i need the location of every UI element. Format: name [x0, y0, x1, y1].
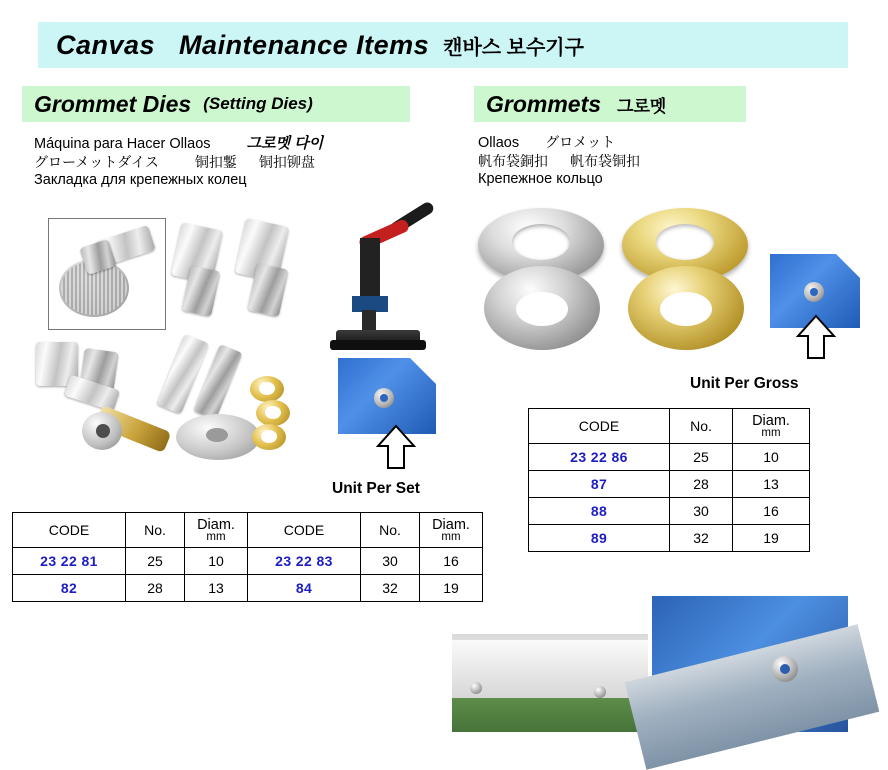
table-header-row	[13, 513, 483, 548]
anvil-disc-hole	[206, 428, 228, 442]
cell-code: 87	[529, 471, 670, 498]
eyelet-large-hole	[780, 664, 790, 674]
section-header-grommets	[474, 86, 746, 122]
section-title-grommets: Grommets	[486, 90, 602, 117]
description-block-grommets	[478, 134, 640, 189]
grommet-ring-small-1-hole	[259, 382, 275, 395]
cell-no: 28	[126, 575, 185, 602]
eyelet-2	[594, 686, 606, 698]
tarp-fold-highlight	[625, 624, 880, 769]
photo-white-sheet-with-eyelets	[452, 634, 648, 732]
cell-diam: 16	[420, 548, 483, 575]
desc-grommets-japanese: グロメット	[545, 134, 616, 150]
cell-no: 30	[670, 498, 733, 525]
photo-knurled-die	[48, 218, 166, 330]
section-subtitle-setting-dies: (Setting Dies)	[203, 94, 313, 113]
cell-diam: 19	[420, 575, 483, 602]
grommet-steel-top-hole	[512, 224, 570, 260]
hand-press-tool	[330, 212, 440, 352]
product-image-grommets	[470, 196, 870, 376]
desc-grommets-chinese-trad: 帆布袋銅扣	[478, 152, 548, 169]
eyelet-1	[470, 682, 482, 694]
desc-dies-japanese: グローメットダイス	[34, 153, 159, 170]
table-grommet-dies	[12, 512, 483, 602]
grommet-steel-bottom-hole	[516, 292, 568, 326]
cell-code: 82	[13, 575, 126, 602]
desc-dies-korean: 그로멧 다이	[246, 135, 324, 152]
cell-no: 32	[361, 575, 420, 602]
header-diam-left-sub: mm	[206, 531, 226, 543]
header-diam-right-main: Diam.	[432, 517, 470, 533]
up-arrow-left	[376, 424, 416, 470]
table-grommets	[528, 408, 810, 552]
cell-code: 23 22 83	[248, 548, 361, 575]
desc-grommets-spanish: Ollaos	[478, 135, 520, 151]
grommet-brass-bottom-hole	[660, 292, 712, 326]
cell-no: 32	[670, 525, 733, 552]
cell-code: 23 22 81	[13, 548, 126, 575]
table-row	[13, 548, 483, 575]
cell-diam: 19	[733, 525, 810, 552]
desc-dies-chinese-trad: 铜扣鏨	[194, 153, 237, 170]
cell-code: 88	[529, 498, 670, 525]
section-title-grommets-korean: 그로멧	[617, 96, 667, 116]
cell-diam: 13	[185, 575, 248, 602]
grommet-brass-top-hole	[656, 224, 714, 260]
page-title-korean: 캔바스 보수기구	[443, 36, 584, 59]
photo-blue-tarp-with-eyelet	[652, 596, 848, 732]
cell-diam: 10	[185, 548, 248, 575]
header-no: No.	[670, 409, 733, 444]
grommet-ring-small-3-hole	[261, 430, 277, 443]
header-no-left: No.	[126, 513, 185, 548]
cell-no: 25	[126, 548, 185, 575]
cell-diam: 13	[733, 471, 810, 498]
header-diam-left-main: Diam.	[197, 517, 235, 533]
table-row	[529, 444, 810, 471]
grommet-ring-small-2-hole	[265, 406, 281, 419]
header-code-left: CODE	[13, 513, 126, 548]
product-image-grommet-dies	[0, 0, 460, 500]
cell-diam: 16	[733, 498, 810, 525]
header-diam-left	[185, 513, 248, 548]
header-diam-right	[420, 513, 483, 548]
cell-no: 28	[670, 471, 733, 498]
header-diam-main: Diam.	[752, 413, 790, 429]
header-code: CODE	[529, 409, 670, 444]
table-row	[529, 498, 810, 525]
table-header-row	[529, 409, 810, 444]
table-row	[13, 575, 483, 602]
desc-dies-spanish: Máquina para Hacer Ollaos	[34, 136, 211, 152]
unit-label-per-set: Unit Per Set	[332, 480, 420, 497]
table-row	[529, 525, 810, 552]
section-title-grommet-dies: Grommet Dies	[34, 90, 192, 117]
cell-no: 30	[361, 548, 420, 575]
table-row	[529, 471, 810, 498]
tarp-sample-left	[338, 358, 436, 434]
cell-diam: 10	[733, 444, 810, 471]
header-diam-right-sub: mm	[441, 531, 461, 543]
header-diam	[733, 409, 810, 444]
header-code-right: CODE	[248, 513, 361, 548]
up-arrow-right	[796, 314, 836, 360]
cell-no: 25	[670, 444, 733, 471]
desc-dies-chinese-simp: 铜扣铆盘	[258, 153, 315, 170]
desc-grommets-russian: Крепежное кольцо	[478, 171, 603, 188]
unit-label-per-gross: Unit Per Gross	[690, 375, 799, 392]
page-title-english: Canvas Maintenance Items	[56, 29, 430, 60]
header-no-right: No.	[361, 513, 420, 548]
desc-grommets-chinese-simp: 帆布袋铜扣	[570, 152, 640, 169]
cell-code: 23 22 86	[529, 444, 670, 471]
brass-punch-head-hole	[96, 424, 110, 438]
cell-code: 89	[529, 525, 670, 552]
header-diam-sub: mm	[761, 427, 781, 439]
desc-dies-russian: Закладка для крепежных колец	[34, 172, 247, 189]
cell-code: 84	[248, 575, 361, 602]
